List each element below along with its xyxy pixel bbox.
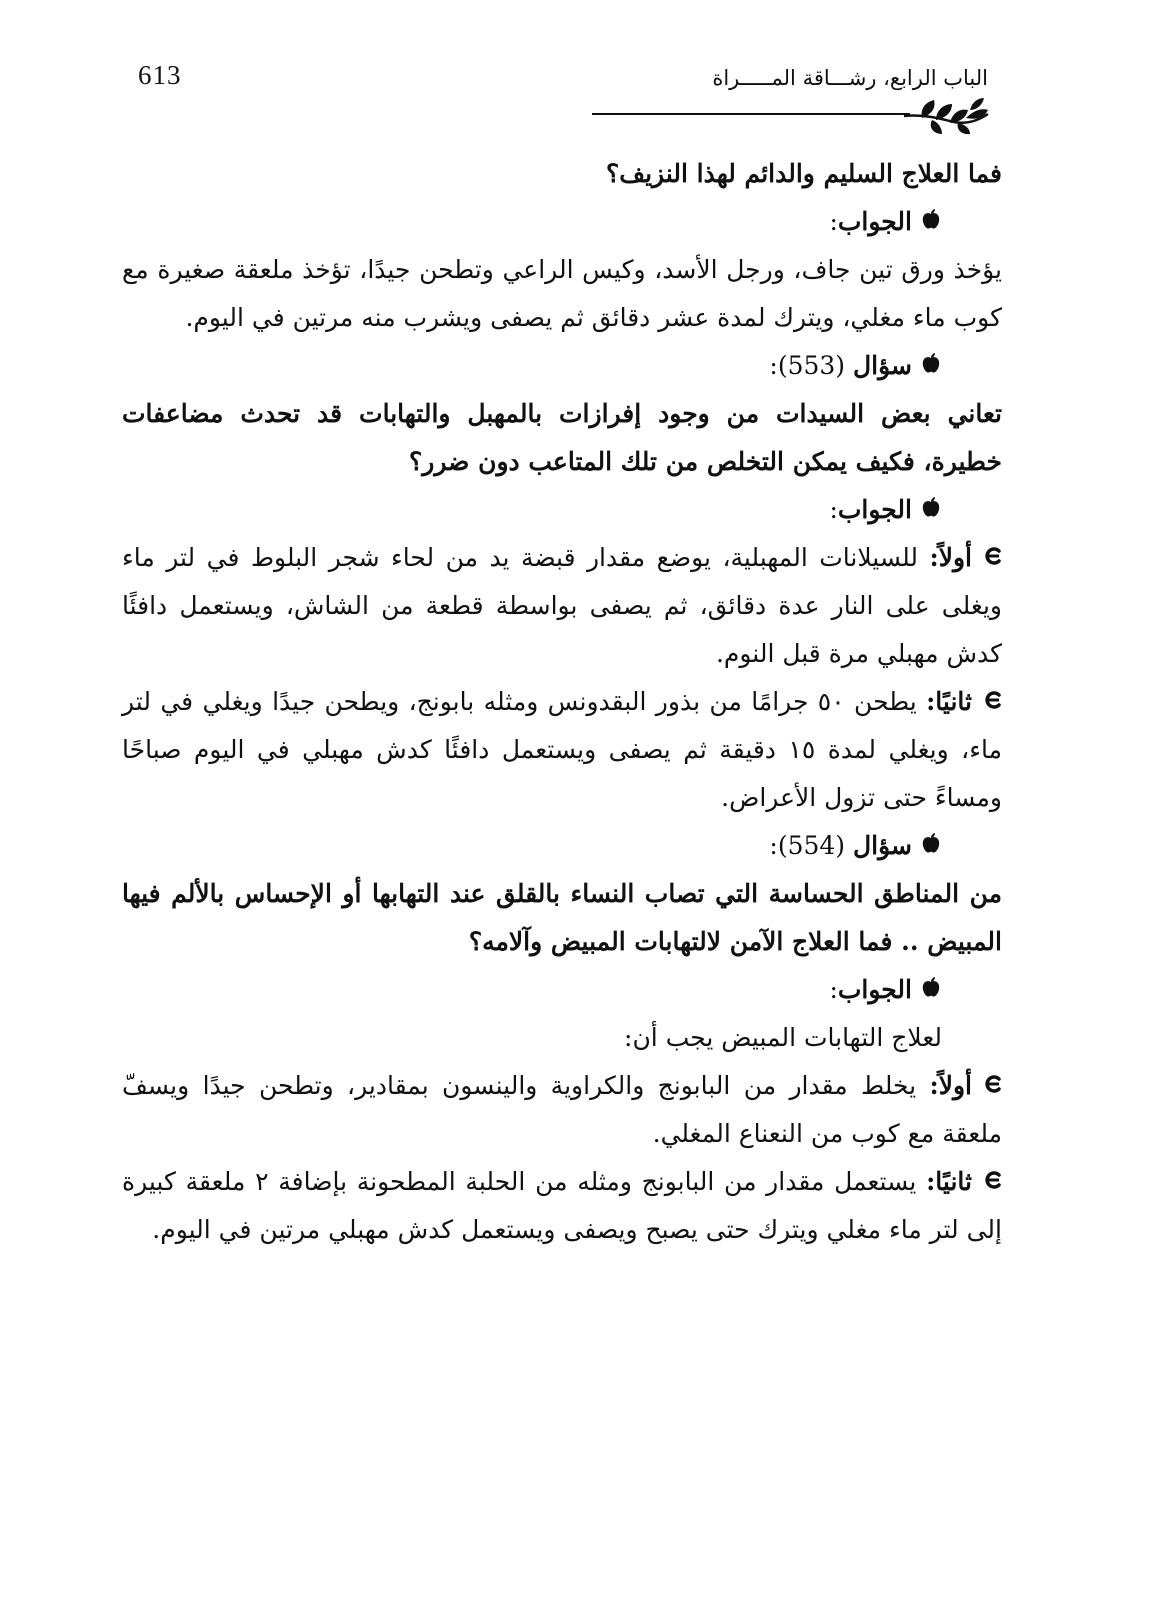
running-header-title: الباب الرابع، رشـــاقة المـــــراة [712,66,988,90]
hook-bullet-icon [980,1158,1002,1206]
answer-552-text: يؤخذ ورق تين جاف، ورجل الأسد، وكيس الراعي وتطحن جيدًا، تؤخذ ملعقة صغيرة مع كوب ماء مغلي، ويترك لمدة عشر دقائق ثم يصفى ويشرب منه مرتين في اليوم. [122,255,1003,332]
answer-553-item-second [122,678,1002,822]
answer-label: الجواب [837,207,912,236]
question-553-text: تعاني بعض السيدات من وجود إفرازات بالمهبل والتهابات قد تحدث مضاعفات خطيرة، فكيف يمكن التخلص من تلك المتاعب دون ضرر؟ [122,399,1002,476]
leaf-ornament-icon [902,92,992,136]
question-number: (554) [777,831,846,860]
question-colon: : [769,351,778,380]
answer-553-item-first [122,534,1002,678]
hook-bullet-icon [980,1062,1002,1110]
item-text: يطحن ٥٠ جرامًا من بذور البقدونس ومثله بابونج، ويطحن جيدًا ويغلي في لتر ماء، ويغلي لمدة ١٥ دقيقة ثم يصفى ويستعمل دافئًا كدش مهبلي في اليوم صباحًا ومساءً حتى تزول الأعراض. [122,687,1003,812]
question-554-heading [122,822,1002,870]
apple-bullet-icon [920,966,942,1014]
answer-heading [122,966,1002,1014]
question-552-text: فما العلاج السليم والدائم لهذا النزيف؟ [605,159,1002,188]
answer-label: الجواب [837,975,912,1004]
answer-554-item-second [122,1158,1002,1254]
apple-bullet-icon [920,822,942,870]
question-label: سؤال [853,831,912,860]
answer-colon: : [829,495,838,524]
apple-bullet-icon [920,198,942,246]
page-number: 613 [138,60,182,90]
hook-bullet-icon [980,534,1002,582]
question-553-heading [122,342,1002,390]
item-text: للسيلانات المهبلية، يوضع مقدار قبضة يد من لحاء شجر البلوط في لتر ماء ويغلى على النار عدة دقائق، ثم يصفى بواسطة قطعة من الشاش، ويستعمل دافئًا كدش مهبلي مرة قبل النوم. [122,543,1002,668]
question-label: سؤال [853,351,912,380]
item-label: ثانيًا: [926,1167,973,1196]
answer-colon: : [829,207,838,236]
answer-heading [122,198,1002,246]
answer-554-item-first [122,1062,1002,1158]
question-number: (553) [777,351,846,380]
answer-heading [122,486,1002,534]
hook-bullet-icon [980,678,1002,726]
page-body [122,150,1002,1254]
answer-554-intro: لعلاج التهابات المبيض يجب أن: [624,1023,942,1052]
apple-bullet-icon [920,342,942,390]
item-label: أولاً: [929,1071,972,1100]
item-text: يستعمل مقدار من البابونج ومثله من الحلبة المطحونة بإضافة ٢ ملعقة كبيرة إلى لتر ماء مغلي ويترك حتى يصبح ويصفى ويستعمل كدش مهبلي مرتين في اليوم. [122,1167,1002,1244]
answer-colon: : [829,975,838,1004]
header-rule [592,113,910,115]
question-554-text: من المناطق الحساسة التي تصاب النساء بالقلق عند التهابها أو الإحساس بالألم فيها المبيض .. فما العلاج الآمن لالتهابات المبيض وآلامه؟ [122,879,1002,956]
apple-bullet-icon [920,486,942,534]
question-colon: : [769,831,778,860]
item-label: أولاً: [929,543,972,572]
answer-label: الجواب [837,495,912,524]
item-label: ثانيًا: [926,687,972,716]
item-text: يخلط مقدار من البابونج والكراوية والينسون بمقادير، وتطحن جيدًا ويسفّ ملعقة مع كوب من النعناع المغلي. [122,1071,1002,1148]
